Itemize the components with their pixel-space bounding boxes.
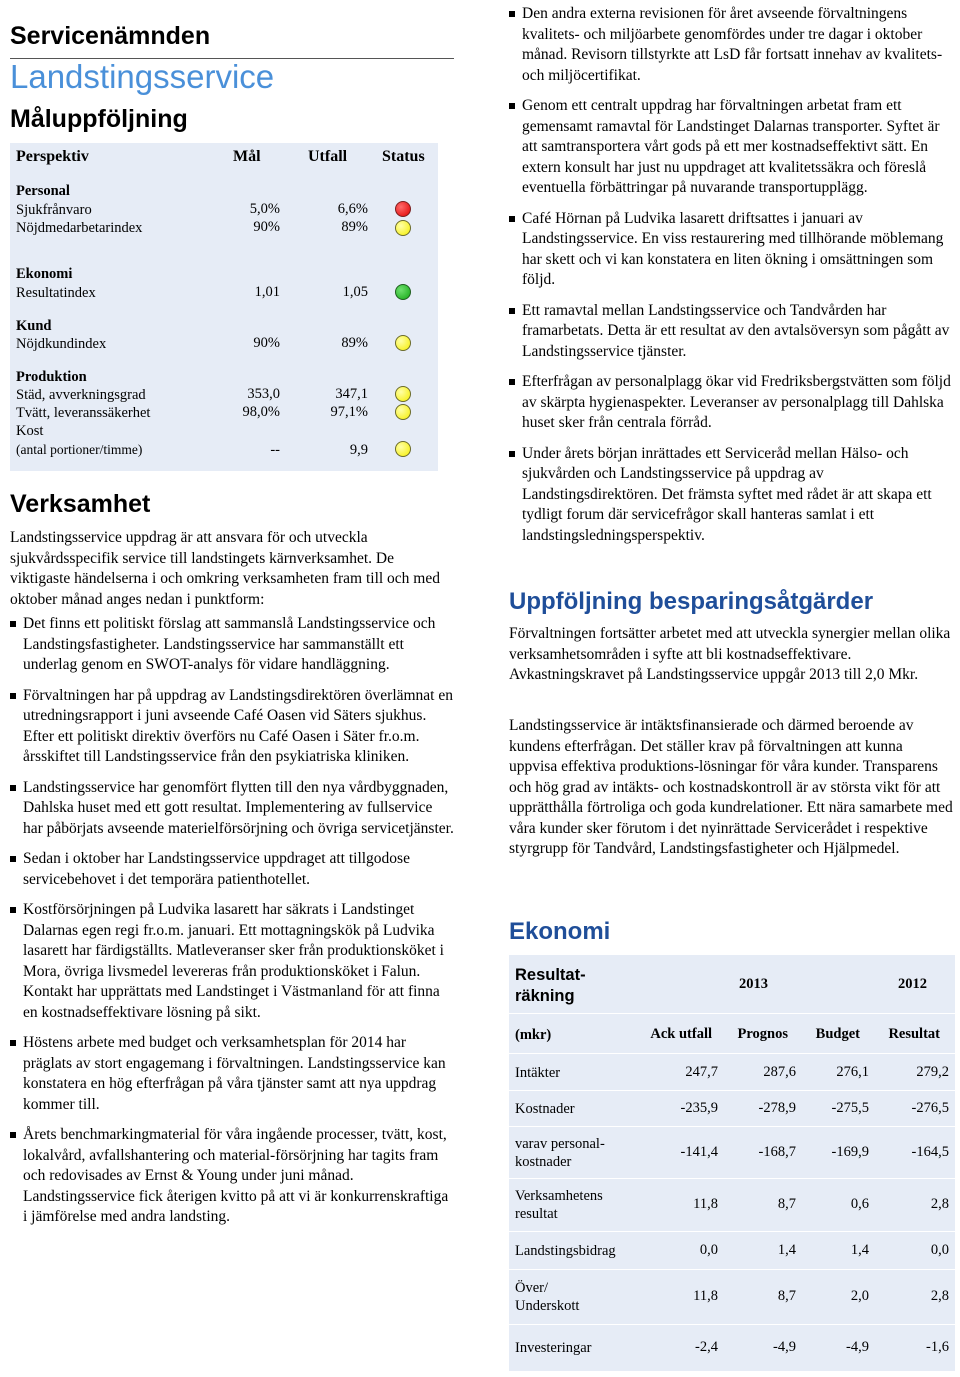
table-divider xyxy=(509,1324,955,1325)
kpi-row-mal: 98,0% xyxy=(242,404,280,420)
kpi-row-mal: 1,01 xyxy=(254,284,280,300)
bullet-square-icon xyxy=(10,907,16,913)
bullet-square-icon xyxy=(509,11,515,17)
section-heading-verksamhet: Verksamhet xyxy=(10,490,151,518)
section-heading-besparing: Uppföljning besparingsåtgärder xyxy=(509,588,874,615)
kpi-row-utfall: 89% xyxy=(341,219,368,235)
table-cell: 11,8 xyxy=(693,1196,718,1212)
bullet-square-icon xyxy=(10,856,16,862)
status-red-icon xyxy=(395,201,411,217)
table-cell: 2,8 xyxy=(930,1196,949,1212)
finance-col-header: Budget xyxy=(815,1026,860,1042)
list-item: Förvaltningen har på uppdrag av Landstingsdirektören överlämnat en utredningsrapport i juni avseende Café Oasen vid Säters sjukhus. Efter ett politiskt direktiv överförs nu Café Oasen i Säter fr.o.m. årsskiftet till Landstingsservice från den psykiatriska kliniken. xyxy=(10,686,455,768)
table-row-label: varav personal- kostnader xyxy=(515,1136,605,1170)
kpi-row-mal: 353,0 xyxy=(247,386,280,402)
list-item: Sedan i oktober har Landstingsservice uppdraget att tillgodose servicebehovet i det temporära patienthotellet. xyxy=(10,849,455,890)
table-cell: 0,6 xyxy=(850,1196,869,1212)
table-cell: 279,2 xyxy=(916,1064,949,1080)
page-title: Landstingsservice xyxy=(10,58,275,95)
table-divider xyxy=(509,1013,955,1014)
table-cell: -169,9 xyxy=(831,1144,869,1160)
kpi-row-mal: 90% xyxy=(253,335,280,351)
org-name: Servicenämnden xyxy=(10,22,211,50)
list-item: Ett ramavtal mellan Landstingsservice och Tandvården har framarbetats. Detta är ett resultat av den avtalsöversyn som pågått av Landstingsservice tjänster. xyxy=(509,301,954,363)
table-divider xyxy=(509,1178,955,1179)
besparing-paragraph: Förvaltningen fortsätter arbetet med att utveckla synergier mellan olika verksamhetsområden i syfte att bli kostnadseffektivare. Avkastningskravet på Landstingsservice uppgår 2013 till 2,0 Mkr. xyxy=(509,625,951,683)
status-yellow-icon xyxy=(395,404,411,420)
bullet-square-icon xyxy=(10,621,16,627)
table-divider xyxy=(509,1269,955,1270)
status-yellow-icon xyxy=(395,335,411,351)
kpi-kost-label: Kost xyxy=(16,423,44,439)
kpi-row-mal: -- xyxy=(270,442,280,458)
kpi-header-status: Status xyxy=(382,148,425,165)
bullet-square-icon xyxy=(509,308,515,314)
list-item: Genom ett centralt uppdrag har förvaltningen arbetat fram ett gemensamt ramavtal för Landstinget Dalarnas transporter. Syftet är att samtransportera vårt gods på ett mer kostnadseffektivt sätt. En extern konsult har just nu uppdraget att kvalitetssäkra och föreslå eventuella förbättringar på nuvarande transportupplägg. xyxy=(509,96,954,199)
kpi-row-label: Städ, avverkningsgrad xyxy=(16,387,146,403)
table-cell: -276,5 xyxy=(911,1100,949,1116)
finance-col-header: Resultat xyxy=(888,1026,940,1042)
bullet-square-icon xyxy=(10,785,16,791)
finance-col-header: Prognos xyxy=(737,1026,788,1042)
finance-title: Resultat- räkning xyxy=(515,966,586,1005)
kpi-row-utfall: 347,1 xyxy=(335,386,368,402)
list-item: Det finns ett politiskt förslag att sammanslå Landstingsservice och Landstingsfastigheter. Landstingsservice har sammanställt ett underlag genom en SWOT-analys för vidare handläggning. xyxy=(10,614,455,676)
table-row-label: Intäkter xyxy=(515,1065,561,1081)
table-cell: 247,7 xyxy=(685,1064,718,1080)
table-cell: 276,1 xyxy=(836,1064,869,1080)
bullet-list-right xyxy=(509,4,954,556)
table-cell: 0,0 xyxy=(930,1242,949,1258)
list-item: Höstens arbete med budget och verksamhetsplan för 2014 har präglats av stort engagemang i förvaltningen. Landstingsservice kan konstatera en hög efterfrågan på våra tjänster samt att nya uppdrag kommer till. xyxy=(10,1033,455,1115)
table-row-label: Över/ Underskott xyxy=(515,1280,580,1314)
table-cell: 1,4 xyxy=(777,1242,796,1258)
table-row-label: Verksamhetens resultat xyxy=(515,1188,603,1222)
table-cell: -275,5 xyxy=(831,1100,869,1116)
table-cell: -164,5 xyxy=(911,1144,949,1160)
table-divider xyxy=(509,1231,955,1232)
table-cell: 2,8 xyxy=(930,1288,949,1304)
kpi-row-utfall: 9,9 xyxy=(349,442,368,458)
list-item: Kostförsörjningen på Ludvika lasarett har säkrats i Landstinget Dalarnas egen regi fr.o.m. januari. Ett mottagningskök på Ludvika lasarett har färdigställts. Matleveranser sker från produktionsköket i Mora, övriga livsmedel levereras från produktionsköket i Falun. Kontakt har upprättats med Landstinget i Västmanland för att finna en kostnadseffektivare lösning på sikt. xyxy=(10,900,455,1023)
status-yellow-icon xyxy=(395,386,411,402)
kpi-row-utfall: 1,05 xyxy=(342,284,368,300)
verksamhet-intro: Landstingsservice uppdrag är att ansvara för och utveckla sjukvårdsspecifik service till landstingets kärnverksamhet. De viktigaste händelserna i och omkring verksamheten fram till och med oktober månad anges nedan i punktform: xyxy=(10,529,440,608)
bullet-list-left xyxy=(10,614,455,1238)
table-cell: -4,9 xyxy=(846,1339,869,1355)
status-green-icon xyxy=(395,284,411,300)
bullet-square-icon xyxy=(509,451,515,457)
kpi-row-label: Nöjdmedarbetarindex xyxy=(16,220,143,236)
table-row-label: Landstingsbidrag xyxy=(515,1243,616,1259)
kpi-group-kund: Kund xyxy=(16,318,52,334)
bullet-square-icon xyxy=(10,1132,16,1138)
finance-col-header: Ack utfall xyxy=(650,1026,712,1042)
table-cell: -1,6 xyxy=(926,1339,949,1355)
status-yellow-icon xyxy=(395,220,411,236)
table-cell: -168,7 xyxy=(758,1144,796,1160)
table-cell: 8,7 xyxy=(777,1288,796,1304)
table-divider xyxy=(509,1090,955,1091)
table-cell: 0,0 xyxy=(699,1242,718,1258)
bullet-square-icon xyxy=(509,103,515,109)
table-divider xyxy=(509,1126,955,1127)
kpi-row-label: (antal portioner/timme) xyxy=(16,442,143,457)
list-item: Efterfrågan av personalplagg ökar vid Fredriksbergstvätten som följd av skärpta hygienaspekter. Leveranser av personalplagg till Dahlska huset sker från centrala förråd. xyxy=(509,372,954,434)
kpi-row-label: Tvätt, leveranssäkerhet xyxy=(16,405,151,421)
table-row-label: Kostnader xyxy=(515,1101,575,1117)
bullet-square-icon xyxy=(509,379,515,385)
kpi-header-utfall: Utfall xyxy=(308,148,348,165)
kpi-row-utfall: 6,6% xyxy=(337,201,368,217)
kpi-header-mal: Mål xyxy=(233,148,261,165)
table-divider xyxy=(509,1053,955,1054)
kpi-row-label: Nöjdkundindex xyxy=(16,336,107,352)
kpi-row-label: Sjukfrånvaro xyxy=(16,202,92,218)
kpi-row-utfall: 97,1% xyxy=(330,404,368,420)
table-cell: 2,0 xyxy=(850,1288,869,1304)
kpi-header-perspektiv: Perspektiv xyxy=(16,148,89,165)
table-cell: -235,9 xyxy=(680,1100,718,1116)
finance-year-2013: 2013 xyxy=(739,976,768,992)
status-yellow-icon xyxy=(395,441,411,457)
section-heading-maluppfoljning: Måluppföljning xyxy=(10,105,188,133)
list-item: Årets benchmarkingmaterial för våra ingående processer, tvätt, kost, lokalvård, avfallshantering och material-försörjning har tagits fram och redovisades av Ernst & Young under juni månad. Landstingsservice fick återigen kvitto på att vi är konkurrenskraftiga i jämförelse med andra landsting. xyxy=(10,1125,455,1228)
list-item: Under årets början inrättades ett Serviceråd mellan Hälso- och sjukvården och Landstingsservice på uppdrag av Landstingsdirektören. Det främsta syftet med rådet är att skapa ett tydligt forum där servicefrågor skall hanteras samlat i ett landstingsledningsperspektiv. xyxy=(509,444,954,547)
table-row-label: Investeringar xyxy=(515,1340,592,1356)
kpi-row-label: Resultatindex xyxy=(16,285,96,301)
kpi-group-ekonomi: Ekonomi xyxy=(16,266,73,282)
kpi-row-utfall: 89% xyxy=(341,335,368,351)
table-cell: 11,8 xyxy=(693,1288,718,1304)
table-cell: -2,4 xyxy=(695,1339,718,1355)
list-item: Landstingsservice har genomfört flytten till den nya vårdbyggnaden, Dahlska huset med ett gott resultat. Implementering av fullservice har påbörjats avseende materielförsörjning och övriga servicetjänster. xyxy=(10,778,455,840)
finance-year-2012: 2012 xyxy=(898,976,927,992)
besparing-paragraph: Landstingsservice är intäktsfinansierade och därmed beroende av kundens efterfrågan. Det ställer krav på förvaltningen att kunna uppvisa effektiva produktions-lösningar för våra kunder. Transparens och hög grad av intäkts- och kostnadskontroll är av största vikt för att upprätthålla förtroliga och goda kundrelationer. Ett nära samarbete med våra kunder sker förutom i det nyinrättade Servicerådet i respektive styrgrupp för Tandvård, Landstingsfastigheter och Hjälpmedel. xyxy=(509,717,953,857)
bullet-square-icon xyxy=(509,216,515,222)
kpi-row-mal: 5,0% xyxy=(249,201,280,217)
list-item: Café Hörnan på Ludvika lasarett driftsattes i januari av Landstingsservice. En viss restaurering med tillhörande möblemang har skett och vi kan konstatera en liten ökning i omsättningen som följd. xyxy=(509,209,954,291)
table-cell: 287,6 xyxy=(763,1064,796,1080)
table-cell: -4,9 xyxy=(773,1339,796,1355)
list-item: Den andra externa revisionen för året avseende förvaltningens kvalitets- och miljöarbete genomfördes under tre dagar i oktober månad. Revisorn tillstyrkte att LsD får fortsatt innehav av kvalitets- och miljöcertifikat. xyxy=(509,4,954,86)
kpi-group-personal: Personal xyxy=(16,183,70,199)
bullet-square-icon xyxy=(10,693,16,699)
table-cell: -278,9 xyxy=(758,1100,796,1116)
table-cell: 8,7 xyxy=(777,1196,796,1212)
kpi-group-produktion: Produktion xyxy=(16,369,87,385)
finance-unit: (mkr) xyxy=(515,1027,552,1043)
kpi-row-mal: 90% xyxy=(253,219,280,235)
section-heading-ekonomi: Ekonomi xyxy=(509,918,611,945)
bullet-square-icon xyxy=(10,1040,16,1046)
table-cell: 1,4 xyxy=(850,1242,869,1258)
table-cell: -141,4 xyxy=(680,1144,718,1160)
